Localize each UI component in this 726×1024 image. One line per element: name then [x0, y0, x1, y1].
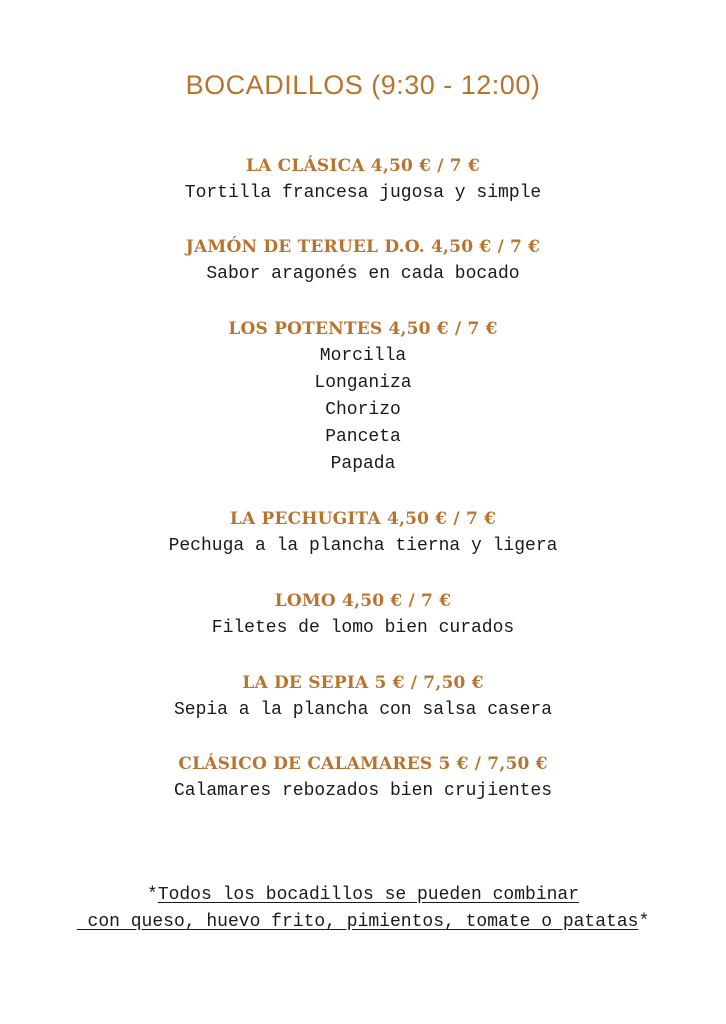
item-name: LA CLÁSICA 4,50 € / 7 €	[246, 156, 480, 176]
item-option: Morcilla	[319, 346, 407, 366]
footnote-asterisk: *	[146, 885, 158, 905]
item-description: Tortilla francesa jugosa y simple	[184, 183, 542, 203]
item-name: CLÁSICO DE CALAMARES 5 € / 7,50 €	[178, 754, 548, 774]
item-option: Chorizo	[325, 400, 401, 420]
menu-item-la-pechugita	[0, 506, 726, 560]
item-description: Sabor aragonés en cada bocado	[206, 264, 520, 284]
footnote-text: Todos los bocadillos se pueden combinar	[157, 885, 580, 905]
menu-item-la-clasica	[0, 153, 726, 207]
menu-title: BOCADILLOS (9:30 - 12:00)	[185, 70, 541, 100]
item-description: Calamares rebozados bien crujientes	[173, 781, 553, 801]
item-option: Papada	[330, 454, 396, 474]
footnote-line-2	[0, 909, 726, 936]
item-name: LOMO 4,50 € / 7 €	[274, 591, 452, 611]
menu-item-jamon-de-teruel	[0, 234, 726, 288]
item-description: Sepia a la plancha con salsa casera	[173, 700, 553, 720]
footnote-asterisk: *	[638, 912, 650, 932]
menu-item-lomo	[0, 588, 726, 642]
menu-item-la-de-sepia	[0, 670, 726, 724]
menu-item-clasico-de-calamares	[0, 751, 726, 805]
menu-item-los-potentes	[0, 316, 726, 478]
item-option: Panceta	[325, 427, 401, 447]
item-name: JAMÓN DE TERUEL D.O. 4,50 € / 7 €	[185, 237, 541, 257]
item-option: Longaniza	[314, 373, 412, 393]
footnote-line-1	[0, 882, 726, 909]
item-name: LOS POTENTES 4,50 € / 7 €	[228, 319, 498, 339]
item-name: LA DE SEPIA 5 € / 7,50 €	[242, 673, 484, 693]
combination-footnote	[0, 882, 726, 936]
item-description: Filetes de lomo bien curados	[211, 618, 515, 638]
footnote-text: con queso, huevo frito, pimientos, tomate o patatas	[76, 912, 639, 932]
item-name: LA PECHUGITA 4,50 € / 7 €	[229, 509, 497, 529]
item-description: Pechuga a la plancha tierna y ligera	[168, 536, 558, 556]
